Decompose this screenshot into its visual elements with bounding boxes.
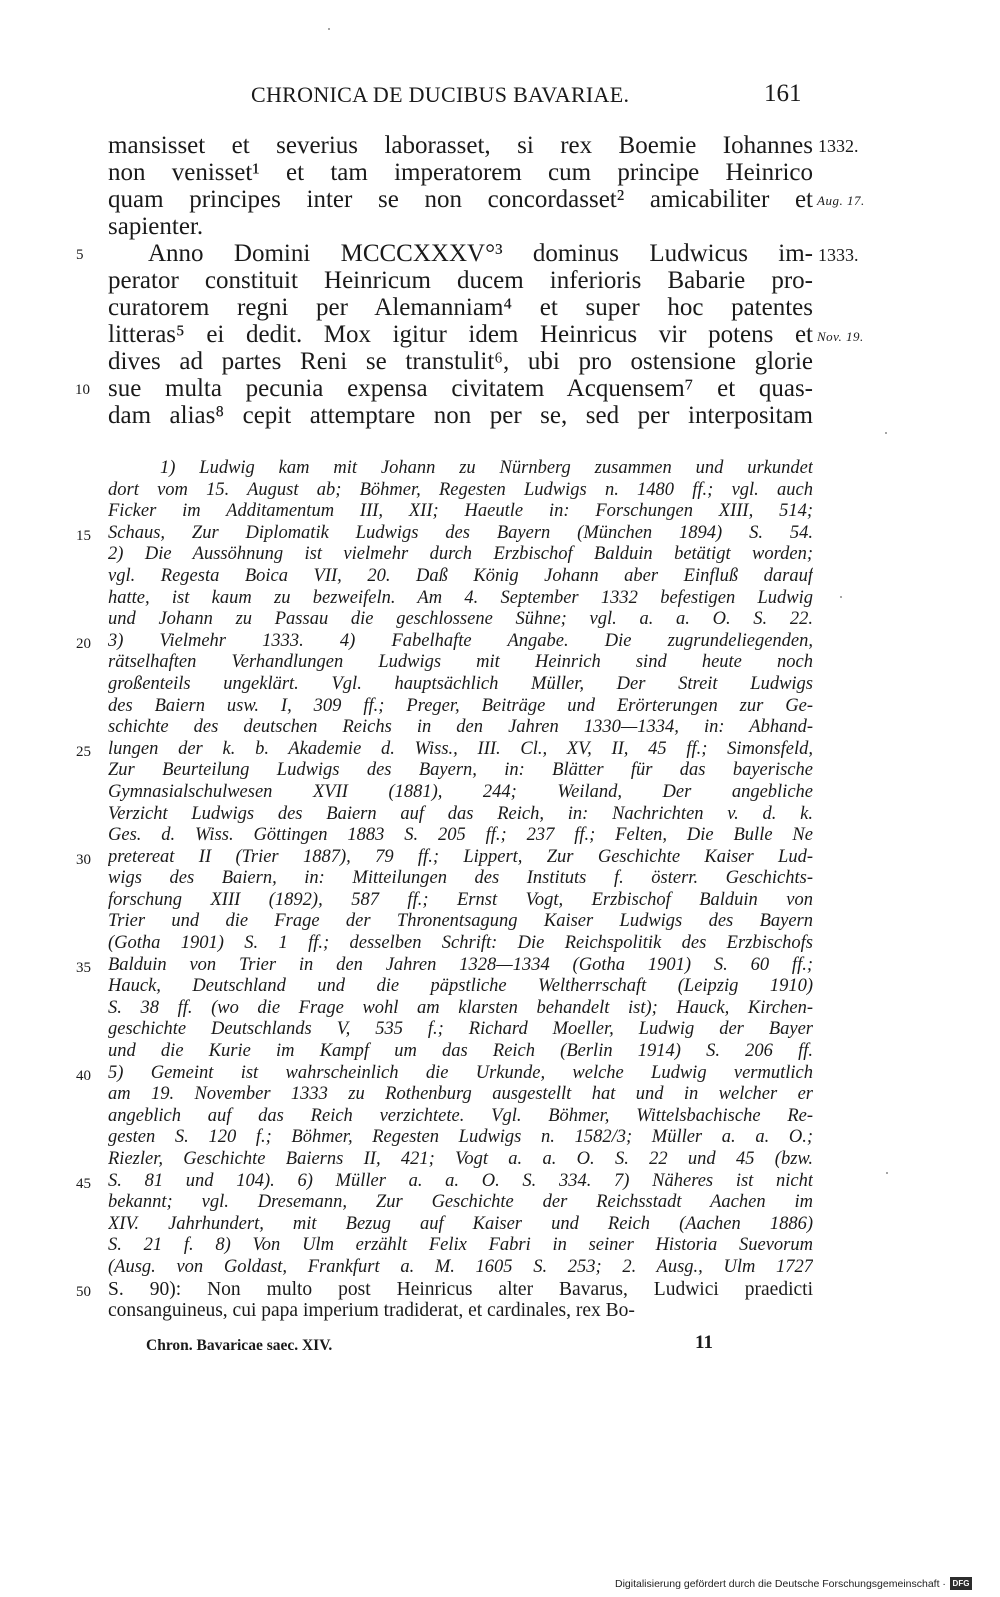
footnote-line: Verzicht Ludwigs des Baiern auf das Reich, in: Nachrichten v. d. k. [108, 803, 813, 824]
line-number: 5 [76, 247, 84, 263]
footnote-line: schichte des deutschen Reichs in den Jahren 1330—1334, in: Abhand- [108, 717, 813, 738]
footnote-line: Trier und die Frage der Thronentsagung Kaiser Ludwigs des Bayern [108, 911, 813, 932]
footnote-line: rätselhaften Verhandlungen Ludwigs mit Heinrich sind heute noch [108, 652, 813, 673]
footnote-line: 3) Vielmehr 1333. 4) Fabelhafte Angabe. Die zugrundeliegenden, [108, 630, 813, 651]
line-number: 40 [76, 1068, 91, 1084]
footnote-line: großenteils ungeklärt. Vgl. hauptsächlich Müller, Der Streit Ludwigs [108, 673, 813, 694]
footnote-line: Schaus, Zur Diplomatik Ludwigs des Bayern (München 1894) S. 54. [108, 522, 813, 543]
line-number: 30 [76, 852, 91, 868]
margin-date: Nov. 19. [817, 329, 864, 344]
footnote-line: Hauck, Deutschland und die päpstliche Weltherrschaft (Leipzig 1910) [108, 976, 813, 997]
footnote-line: pretereat II (Trier 1887), 79 ff.; Lippert, Zur Geschichte Kaiser Lud- [108, 846, 813, 867]
footnote-line: gesten S. 120 f.; Böhmer, Regesten Ludwigs n. 1582/3; Müller a. a. O.; [108, 1127, 813, 1148]
footnotes [108, 458, 813, 1322]
main-line: dam alias⁸ cepit attemptare non per se, sed per interpositam [108, 402, 813, 429]
footnote-line: Gymnasialschulwesen XVII (1881), 244; Weiland, Der angebliche [108, 781, 813, 802]
line-number: 20 [76, 636, 91, 652]
footnote-line: Zur Beurteilung Ludwigs des Bayern, in: Blätter für das bayerische [108, 760, 813, 781]
main-line: Anno Domini MCCCXXXV°³ dominus Ludwicus im- [148, 240, 813, 267]
running-title: CHRONICA DE DUCIBUS BAVARIAE. [251, 82, 630, 107]
main-line: mansisset et severius laborasset, si rex Boemie Iohannes [108, 132, 813, 159]
footnote-line: und die Kurie im Kampf um das Reich (Berlin 1914) S. 206 ff. [108, 1041, 813, 1062]
line-number: 50 [76, 1284, 91, 1300]
main-line: sapienter. [108, 213, 204, 240]
main-line: non venisset¹ et tam imperatorem cum principe Heinrico [108, 159, 813, 186]
margin-year: 1333. [818, 245, 859, 265]
footnote-line: lungen der k. b. Akademie d. Wiss., III. Cl., XV, II, 45 ff.; Simonsfeld, [108, 738, 813, 759]
footnote-line: (Gotha 1901) S. 1 ff.; desselben Schrift: Die Reichspolitik des Erzbischofs [108, 933, 813, 954]
footnote-line: Ges. d. Wiss. Göttingen 1883 S. 205 ff.; 237 ff.; Felten, Die Bulle Ne [108, 825, 813, 846]
footnote-line: dort vom 15. August ab; Böhmer, Regesten Ludwigs n. 1480 ff.; vgl. auch [108, 479, 813, 500]
footnote-line: S. 90): Non multo post Heinricus alter Bavarus, Ludwici praedicti [108, 1278, 813, 1300]
footnote-line: angeblich auf das Reich verzichtete. Vgl. Böhmer, Wittelsbachische Re- [108, 1105, 813, 1126]
footnote-line: hatte, ist kaum zu bezweifeln. Am 4. September 1332 befestigen Ludwig [108, 587, 813, 608]
main-line: perator constituit Heinricum ducem inferioris Babarie pro- [108, 267, 813, 294]
main-line: dives ad partes Reni se transtulit⁶, ubi pro ostensione glorie [108, 348, 813, 375]
footnote-line: Balduin von Trier in den Jahren 1328—1334 (Gotha 1901) S. 60 ff.; [108, 954, 813, 975]
scan-speck [840, 596, 842, 598]
footnote-line: Riezler, Geschichte Baierns II, 421; Vogt a. a. O. S. 22 und 45 (bzw. [108, 1149, 813, 1169]
footnote-line: 1) Ludwig kam mit Johann zu Nürnberg zusammen und urkundet [160, 458, 813, 478]
footnote-line: bekannt; vgl. Dresemann, Zur Geschichte der Reichsstadt Aachen im [108, 1192, 813, 1213]
footnote-line: XIV. Jahrhundert, mit Bezug auf Kaiser und Reich (Aachen 1886) [108, 1213, 813, 1234]
line-number: 15 [76, 528, 91, 544]
line-number: 10 [75, 382, 90, 398]
main-line: quam principes inter se non concordasset² amicabiliter et [108, 186, 813, 213]
line-number: 35 [76, 960, 91, 976]
footnote-line: wigs des Baiern, in: Mitteilungen des Instituts f. österr. Geschichts- [108, 868, 813, 889]
main-line: sue multa pecunia expensa civitatem Acquensem⁷ et quas- [108, 375, 813, 402]
footnote-line: am 19. November 1333 zu Rothenburg ausgestellt hat und in welcher er [108, 1084, 813, 1105]
page-number: 161 [764, 80, 802, 107]
dfg-logo: DFG [950, 1577, 972, 1590]
footnote-line: (Ausg. von Goldast, Frankfurt a. M. 1605 S. 253; 2. Ausg., Ulm 1727 [108, 1256, 813, 1277]
footnote-line: Ficker im Additamentum III, XII; Haeutle in: Forschungen XIII, 514; [108, 501, 813, 522]
footnote-line: 5) Gemeint ist wahrscheinlich die Urkunde, welche Ludwig vermutlich [108, 1062, 813, 1083]
footnote-line: und Johann zu Passau die geschlossene Sühne; vgl. a. a. O. S. 22. [108, 609, 813, 630]
footnote-line: geschichte Deutschlands V, 535 f.; Richard Moeller, Ludwig der Bayer [108, 1019, 813, 1040]
scan-speck [885, 432, 887, 434]
footnote-line: S. 38 ff. (wo die Frage wohl am klarsten behandelt ist); Hauck, Kirchen- [108, 997, 813, 1018]
sheet-signature: Chron. Bavaricae saec. XIV. [146, 1337, 333, 1354]
margin-date: Aug. 17. [817, 193, 865, 208]
main-text [108, 132, 813, 429]
footnote-line: S. 81 und 104). 6) Müller a. a. O. S. 334. 7) Näheres ist nicht [108, 1170, 813, 1191]
main-line: litteras⁵ ei dedit. Mox igitur idem Heinricus vir potens et [108, 321, 813, 348]
main-line: curatorem regni per Alemanniam⁴ et super hoc patentes [108, 294, 813, 321]
line-number: 25 [76, 744, 91, 760]
line-number: 45 [76, 1176, 91, 1192]
scan-speck [886, 1172, 888, 1174]
digitization-credit: Digitalisierung gefördert durch die Deutsche Forschungsgemeinschaft · [615, 1578, 946, 1590]
page-header [0, 78, 1000, 114]
margin-year: 1332. [818, 136, 859, 156]
footnote-line: des Baiern usw. I, 309 ff.; Preger, Beiträge und Erörterungen zur Ge- [108, 695, 813, 716]
scan-speck [328, 28, 330, 30]
footnote-line: forschung XIII (1892), 587 ff.; Ernst Vogt, Erzbischof Balduin von [108, 889, 813, 910]
footnote-line: 2) Die Aussöhnung ist vielmehr durch Erzbischof Balduin betätigt worden; [108, 544, 813, 565]
footnote-line: vgl. Regesta Boica VII, 20. Daß König Johann aber Einfluß darauf [108, 565, 813, 586]
footnote-line: consanguineus, cui papa imperium tradiderat, et cardinales, rex Bo- [108, 1300, 635, 1322]
sheet-number: 11 [695, 1332, 713, 1353]
footnote-line: S. 21 f. 8) Von Ulm erzählt Felix Fabri in seiner Historia Suevorum [108, 1235, 813, 1256]
